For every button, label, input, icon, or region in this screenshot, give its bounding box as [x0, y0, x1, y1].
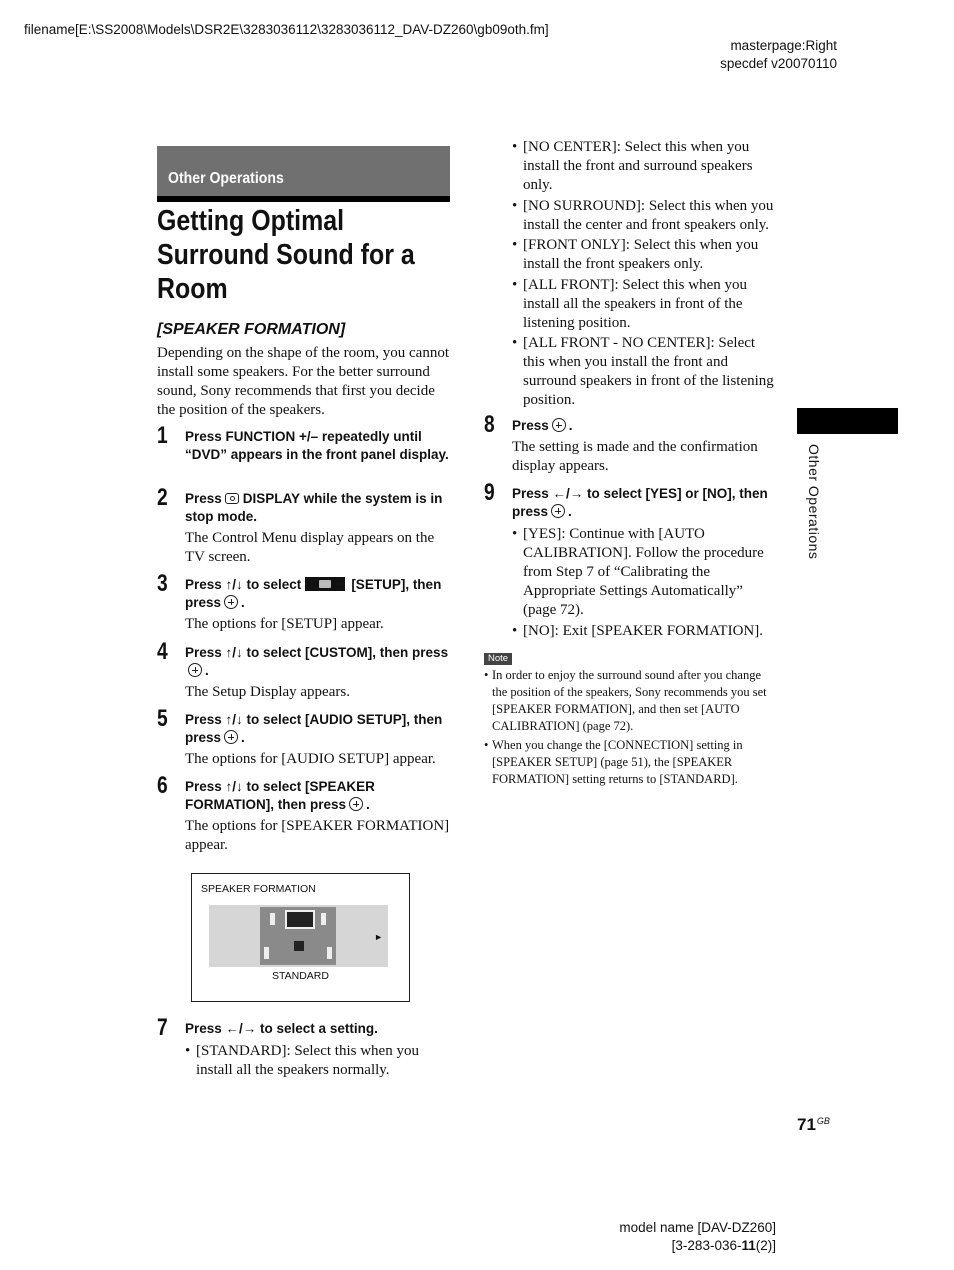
display-button-icon: [225, 493, 239, 504]
step-text: Press: [512, 418, 549, 433]
step-8: [484, 411, 778, 476]
footer: [619, 1219, 776, 1255]
enter-button-icon: [188, 663, 202, 677]
step-result: The options for [SETUP] appear.: [185, 616, 384, 632]
step-result: The Control Menu display appears on the TV screen.: [185, 530, 435, 565]
setup-toolbox-icon: [305, 577, 345, 591]
note-item: • In order to enjoy the surround sound after you change the position of the speakers, Sony recommends you set [SPEAKER FORMATION], and then set [AUTO CALIBRATION] (page 72).: [484, 667, 776, 735]
front-left-speaker-icon: [270, 913, 275, 925]
step-number: 5: [157, 705, 168, 732]
section-bar: [157, 146, 450, 202]
list-item: • [NO]: Exit [SPEAKER FORMATION].: [512, 622, 778, 641]
right-arrow-icon: ►: [374, 932, 383, 942]
footer-code-bold: 11: [741, 1238, 756, 1253]
enter-button-icon: [224, 595, 238, 609]
list-item: • [ALL FRONT]: Select this when you install all the speakers in front of the listening position.: [512, 276, 778, 333]
title-line-2: Surround Sound for a: [157, 239, 415, 271]
side-tab-marker: [797, 408, 898, 434]
step-instruction: Press ↑/↓ to select [CUSTOM], then press.: [185, 645, 449, 678]
step-instruction: [185, 490, 452, 526]
header-specdef: specdef v20070110: [720, 56, 837, 71]
enter-button-icon: [552, 418, 566, 432]
enter-button-icon: [551, 504, 565, 518]
footer-model: model name [DAV-DZ260]: [619, 1220, 776, 1235]
list-item: • [YES]: Continue with [AUTO CALIBRATION]. Follow the procedure from Step 7 of “Calibrating the Appropriate Settings Automatically” (page 72).: [512, 525, 778, 620]
list-item: • [ALL FRONT - NO CENTER]: Select this when you install the front and surround speakers in front of the listening position.: [512, 334, 778, 410]
display-label: SPEAKER FORMATION: [201, 883, 316, 895]
step-number: 6: [157, 772, 168, 799]
page-number-suffix: GB: [816, 1116, 830, 1126]
step-number: 4: [157, 638, 168, 665]
footer-code: [619, 1237, 776, 1255]
step-number: 7: [157, 1014, 168, 1041]
note-badge: Note: [484, 653, 512, 665]
step-4: [157, 638, 452, 702]
page-number-value: 71: [797, 1115, 816, 1134]
step-9-options: [512, 525, 778, 641]
step-text: Press ↑/↓ to select [SPEAKER FORMATION], then press: [185, 779, 375, 812]
step-text: Press ↑/↓ to select [AUDIO SETUP], then press: [185, 712, 443, 745]
speaker-layout-image: [260, 907, 336, 965]
header-masterpage: masterpage:Right: [730, 38, 837, 53]
step-text: Press ↑/↓ to select [CUSTOM], then press: [185, 645, 449, 660]
header-meta: [720, 37, 837, 73]
side-tab-label: Other Operations: [806, 444, 822, 560]
step-instruction: Press .: [512, 418, 573, 433]
step-result: The Setup Display appears.: [185, 684, 350, 700]
step-1: [157, 422, 452, 464]
step-text: Press: [185, 491, 222, 506]
step-3: [157, 570, 452, 634]
page-number: [797, 1115, 830, 1135]
step-number: 9: [484, 479, 495, 506]
subhead: [SPEAKER FORMATION]: [157, 321, 346, 338]
step-number: 1: [157, 422, 168, 449]
step-result: The options for [AUDIO SETUP] appear.: [185, 751, 436, 767]
list-item: • [NO CENTER]: Select this when you install the front and surround speakers only.: [512, 138, 778, 195]
formation-options-list: [512, 138, 778, 412]
step-instruction: Press ↑/↓ to select [SPEAKER FORMATION], then press .: [185, 779, 375, 812]
enter-button-icon: [224, 730, 238, 744]
intro-paragraph: Depending on the shape of the room, you cannot install some speakers. For the better surround sound, Sony recommends that first you decide the position of the speakers.: [157, 345, 450, 418]
note-list: [484, 667, 776, 790]
step-6: [157, 772, 452, 855]
list-item: • [FRONT ONLY]: Select this when you install the front speakers only.: [512, 236, 778, 274]
step-7: [157, 1014, 452, 1082]
footer-code-suffix: (2)]: [755, 1238, 776, 1253]
step-number: 2: [157, 484, 168, 511]
title-line-3: Room: [157, 273, 228, 305]
enter-button-icon: [349, 797, 363, 811]
step-instruction: Press ↑/↓ to select [AUDIO SETUP], then press .: [185, 712, 443, 745]
display-panel: [209, 905, 388, 967]
step-instruction: Press ↑/↓ to select [SETUP], then press .: [185, 577, 442, 610]
list-item: • [STANDARD]: Select this when you install all the speakers normally.: [185, 1042, 452, 1080]
footer-code-prefix: [3-283-036-: [671, 1238, 742, 1253]
step-9: [484, 479, 778, 642]
title-line-1: Getting Optimal: [157, 205, 345, 237]
step-instruction: Press ←/→ to select a setting.: [185, 1021, 378, 1036]
page-title: [157, 204, 415, 306]
header-filename: filename[E:\SS2008\Models\DSR2E\3283036112\3283036112_DAV-DZ260\gb09oth.fm]: [24, 22, 549, 37]
step-text: DISPLAY while the system is in stop mode.: [185, 491, 443, 524]
listener-icon: [294, 941, 304, 951]
step-instruction: Press ←/→ to select [YES] or [NO], then press .: [512, 486, 768, 519]
step-result: The options for [SPEAKER FORMATION] appear.: [185, 818, 450, 853]
display-value: STANDARD: [272, 970, 329, 982]
step-number: 8: [484, 411, 495, 438]
step-number: 3: [157, 570, 168, 597]
tv-icon: [285, 910, 315, 929]
step-2: [157, 484, 452, 567]
step-text: Press ←/→ to select [YES] or [NO], then press: [512, 486, 768, 519]
step-text: Press ↑/↓ to select: [185, 577, 302, 592]
surround-right-speaker-icon: [327, 947, 332, 959]
step-result: The setting is made and the confirmation display appears.: [512, 439, 758, 474]
list-item: • [NO SURROUND]: Select this when you install the center and front speakers only.: [512, 197, 778, 235]
step-instruction: Press FUNCTION +/– repeatedly until “DVD” appears in the front panel display.: [185, 429, 449, 462]
step-5: [157, 705, 452, 769]
section-label: Other Operations: [168, 170, 284, 187]
front-right-speaker-icon: [321, 913, 326, 925]
step-text: [SETUP], then press: [185, 577, 442, 610]
note-item: • When you change the [CONNECTION] setting in [SPEAKER SETUP] (page 51), the [SPEAKER FORMATION] setting returns to [STANDARD].: [484, 737, 776, 788]
surround-left-speaker-icon: [264, 947, 269, 959]
speaker-formation-display: [191, 873, 410, 1002]
